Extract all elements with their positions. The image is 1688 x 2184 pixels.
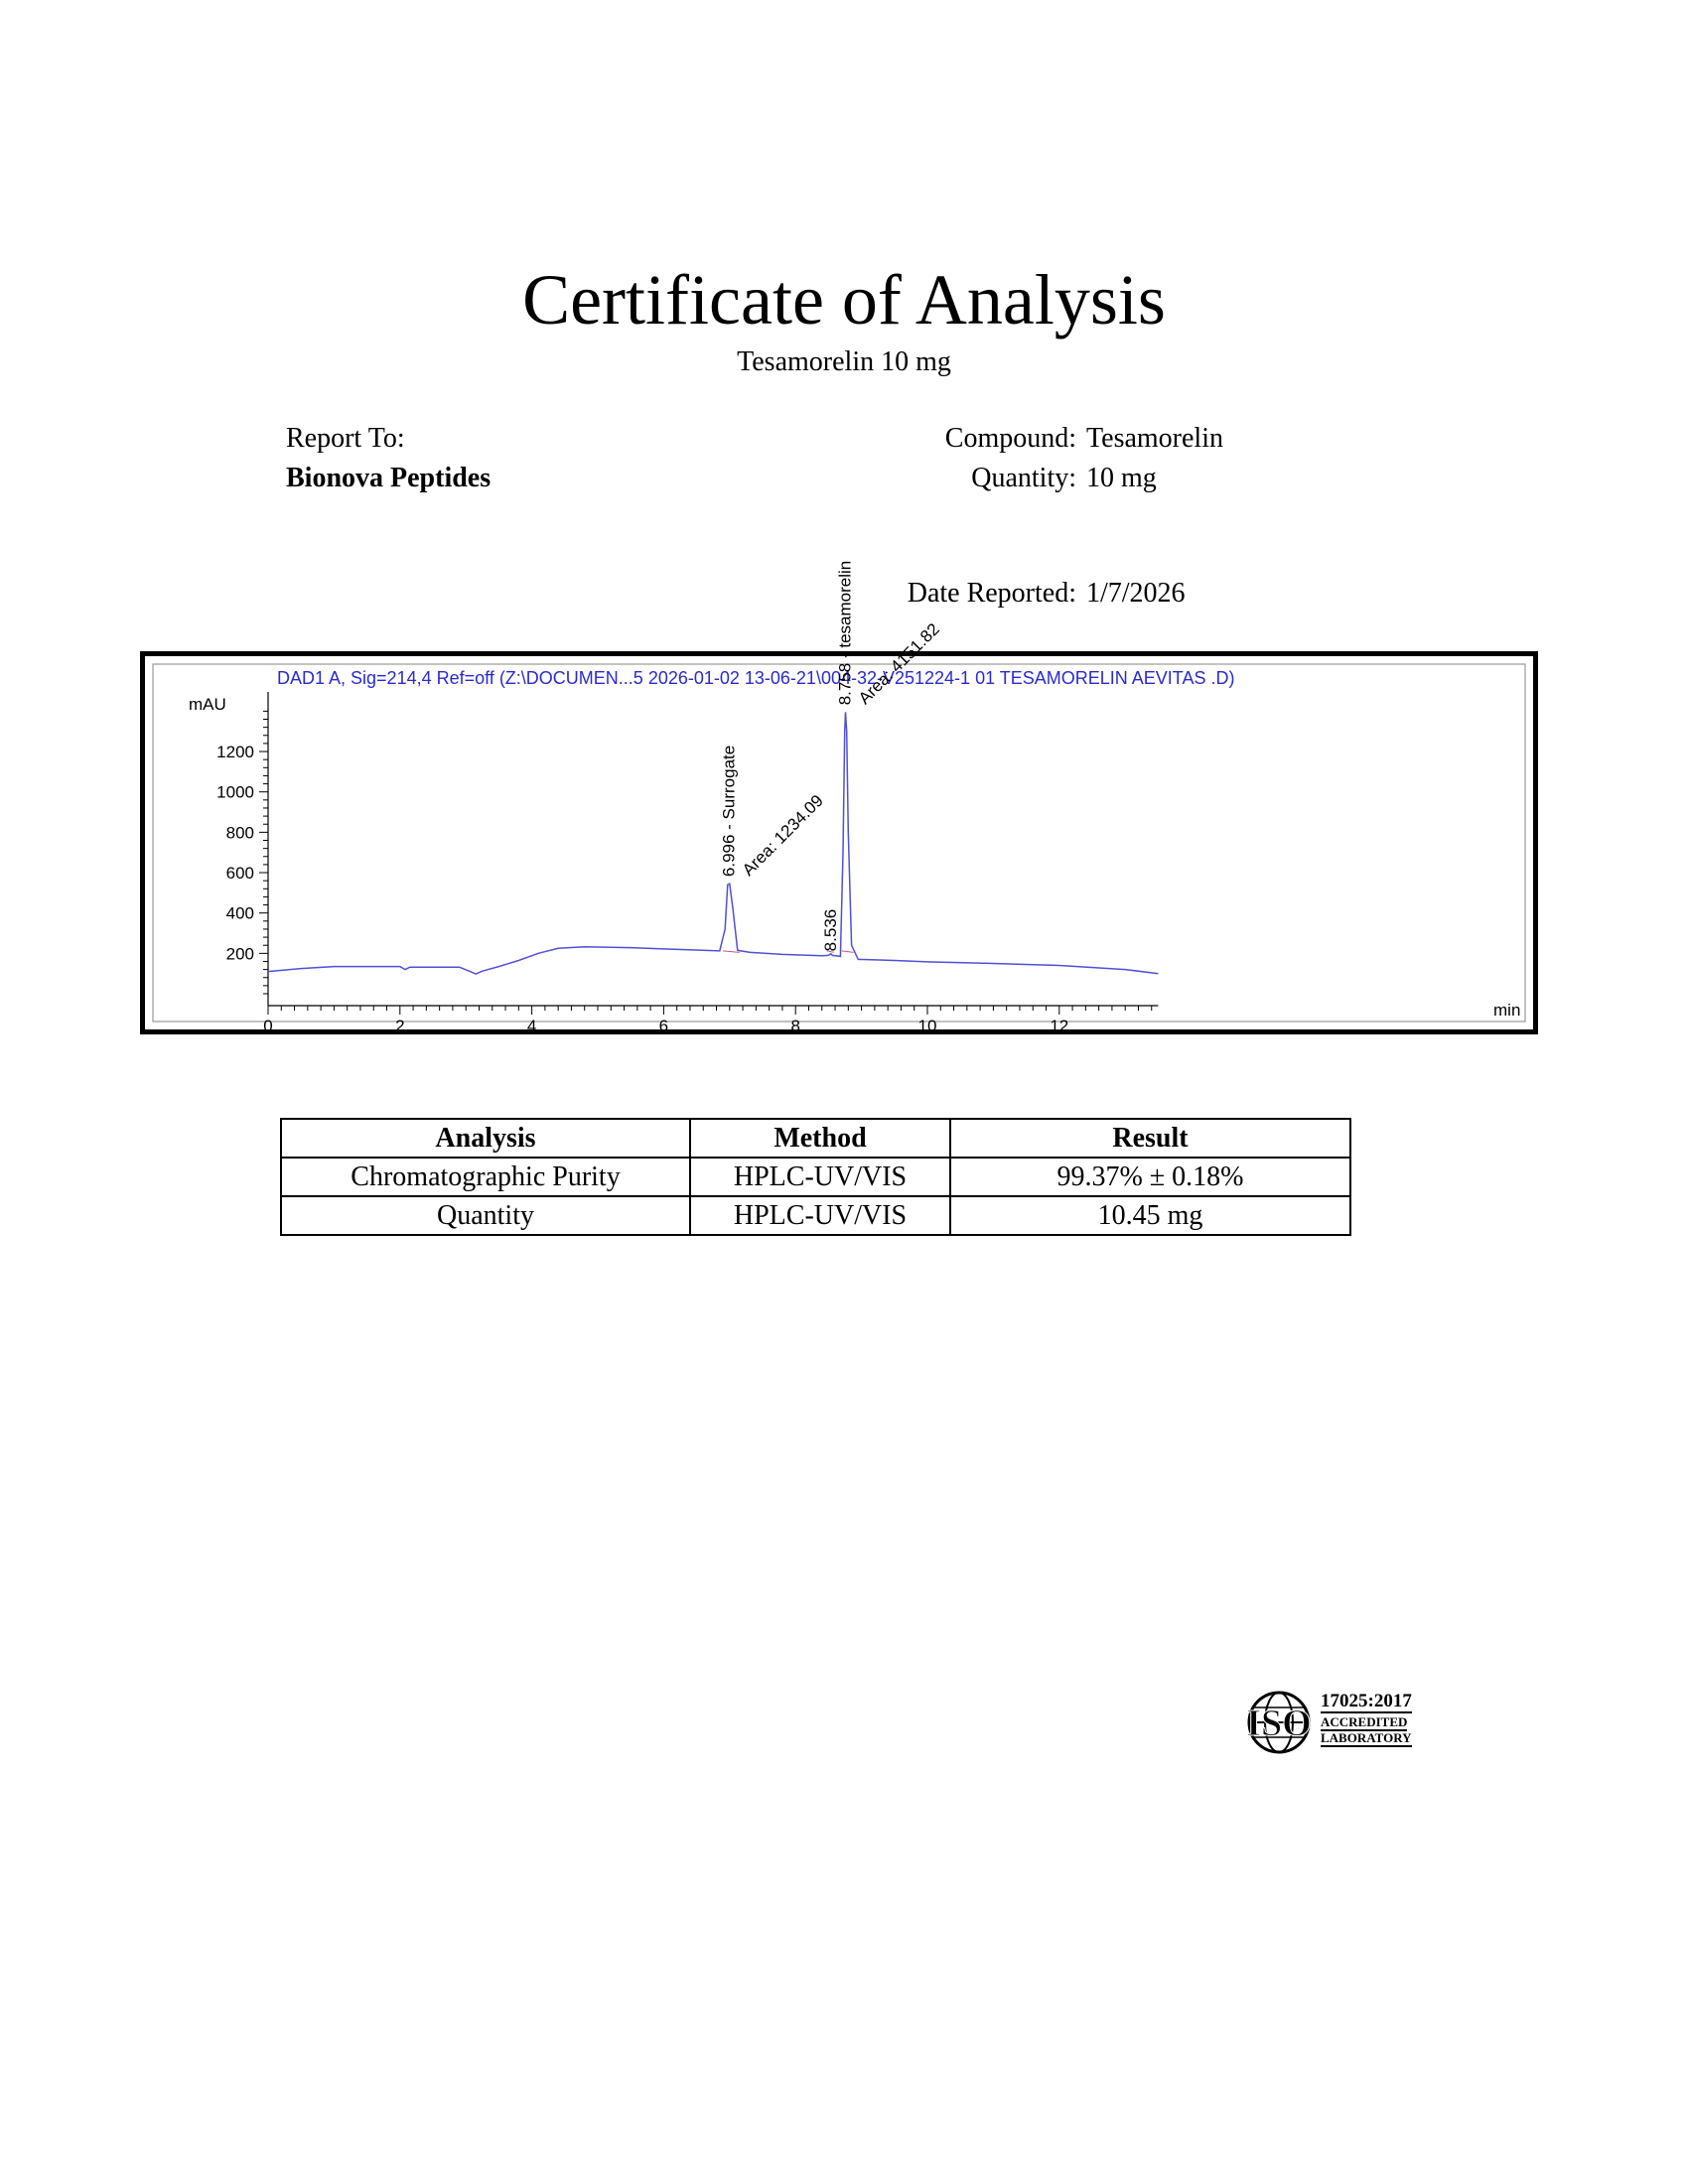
integration-baseline	[842, 951, 854, 952]
integration-baseline	[723, 951, 740, 952]
plot-border	[153, 664, 1525, 1022]
peak-label: 6.996 - Surrogate	[719, 745, 739, 878]
report-to-value: Bionova Peptides	[286, 463, 492, 493]
y-tick-label: 1000	[216, 782, 254, 802]
peak-area-label: Area: 1234.09	[738, 790, 827, 880]
header-result: Result	[950, 1119, 1350, 1158]
document-subtitle: Tesamorelin 10 mg	[737, 346, 951, 377]
iso-globe-icon	[1239, 1688, 1319, 1757]
report-to-label: Report To:	[286, 423, 405, 454]
x-tick-label: 4	[526, 1017, 537, 1035]
iso-standard: 17025:2017	[1321, 1691, 1412, 1711]
table-header-row	[281, 1119, 1350, 1158]
cell-result: 10.45 mg	[950, 1196, 1350, 1235]
x-axis-unit: min	[1493, 1001, 1521, 1020]
y-tick-label: 200	[225, 944, 254, 964]
compound-value: Tesamorelin	[1086, 423, 1223, 454]
table-row	[281, 1196, 1350, 1235]
quantity-value: 10 mg	[1086, 463, 1157, 493]
chart-title: DAD1 A, Sig=214,4 Ref=off (Z:\DOCUMEN...5 2026-01-02 13-06-21\004-32-V251224-1 01 TESAMORELIN AEVITAS .D)	[277, 668, 1235, 688]
y-tick-label: 400	[225, 903, 254, 923]
peak-label: 8.536	[820, 908, 840, 952]
results-table	[280, 1118, 1351, 1236]
cell-result: 99.37% ± 0.18%	[950, 1158, 1350, 1196]
x-tick-label: 8	[790, 1017, 800, 1035]
cell-method: HPLC-UV/VIS	[690, 1158, 950, 1196]
cell-analysis: Chromatographic Purity	[281, 1158, 690, 1196]
iso-accredited: ACCREDITED	[1321, 1714, 1408, 1729]
date-reported-label: Date Reported:	[907, 578, 1076, 609]
chromatogram-trace	[268, 712, 1158, 974]
header-analysis: Analysis	[281, 1119, 690, 1158]
x-tick-label: 0	[263, 1017, 273, 1035]
x-tick-label: 6	[658, 1017, 669, 1035]
compound-label: Compound:	[944, 423, 1076, 454]
x-tick-label: 2	[395, 1017, 405, 1035]
x-tick-label: 10	[917, 1017, 937, 1035]
cell-analysis: Quantity	[281, 1196, 690, 1235]
peak-area-label: Area: 4151.82	[854, 619, 943, 709]
iso-logo-text: ISO	[1246, 1703, 1312, 1744]
peak-label: 8.758 - tesamorelin	[835, 560, 855, 706]
table-row	[281, 1158, 1350, 1196]
iso-laboratory: LABORATORY	[1321, 1730, 1412, 1745]
y-tick-label: 1200	[216, 743, 254, 762]
y-tick-label: 600	[225, 864, 254, 884]
y-axis-unit: mAU	[189, 695, 226, 714]
quantity-label: Quantity:	[971, 463, 1076, 493]
cell-method: HPLC-UV/VIS	[690, 1196, 950, 1235]
x-tick-label: 12	[1050, 1017, 1069, 1035]
y-tick-label: 800	[225, 823, 254, 843]
header-method: Method	[690, 1119, 950, 1158]
date-reported-value: 1/7/2026	[1086, 578, 1186, 609]
document-title: Certificate of Analysis	[522, 260, 1166, 340]
iso-accreditation-badge	[1239, 1688, 1438, 1757]
